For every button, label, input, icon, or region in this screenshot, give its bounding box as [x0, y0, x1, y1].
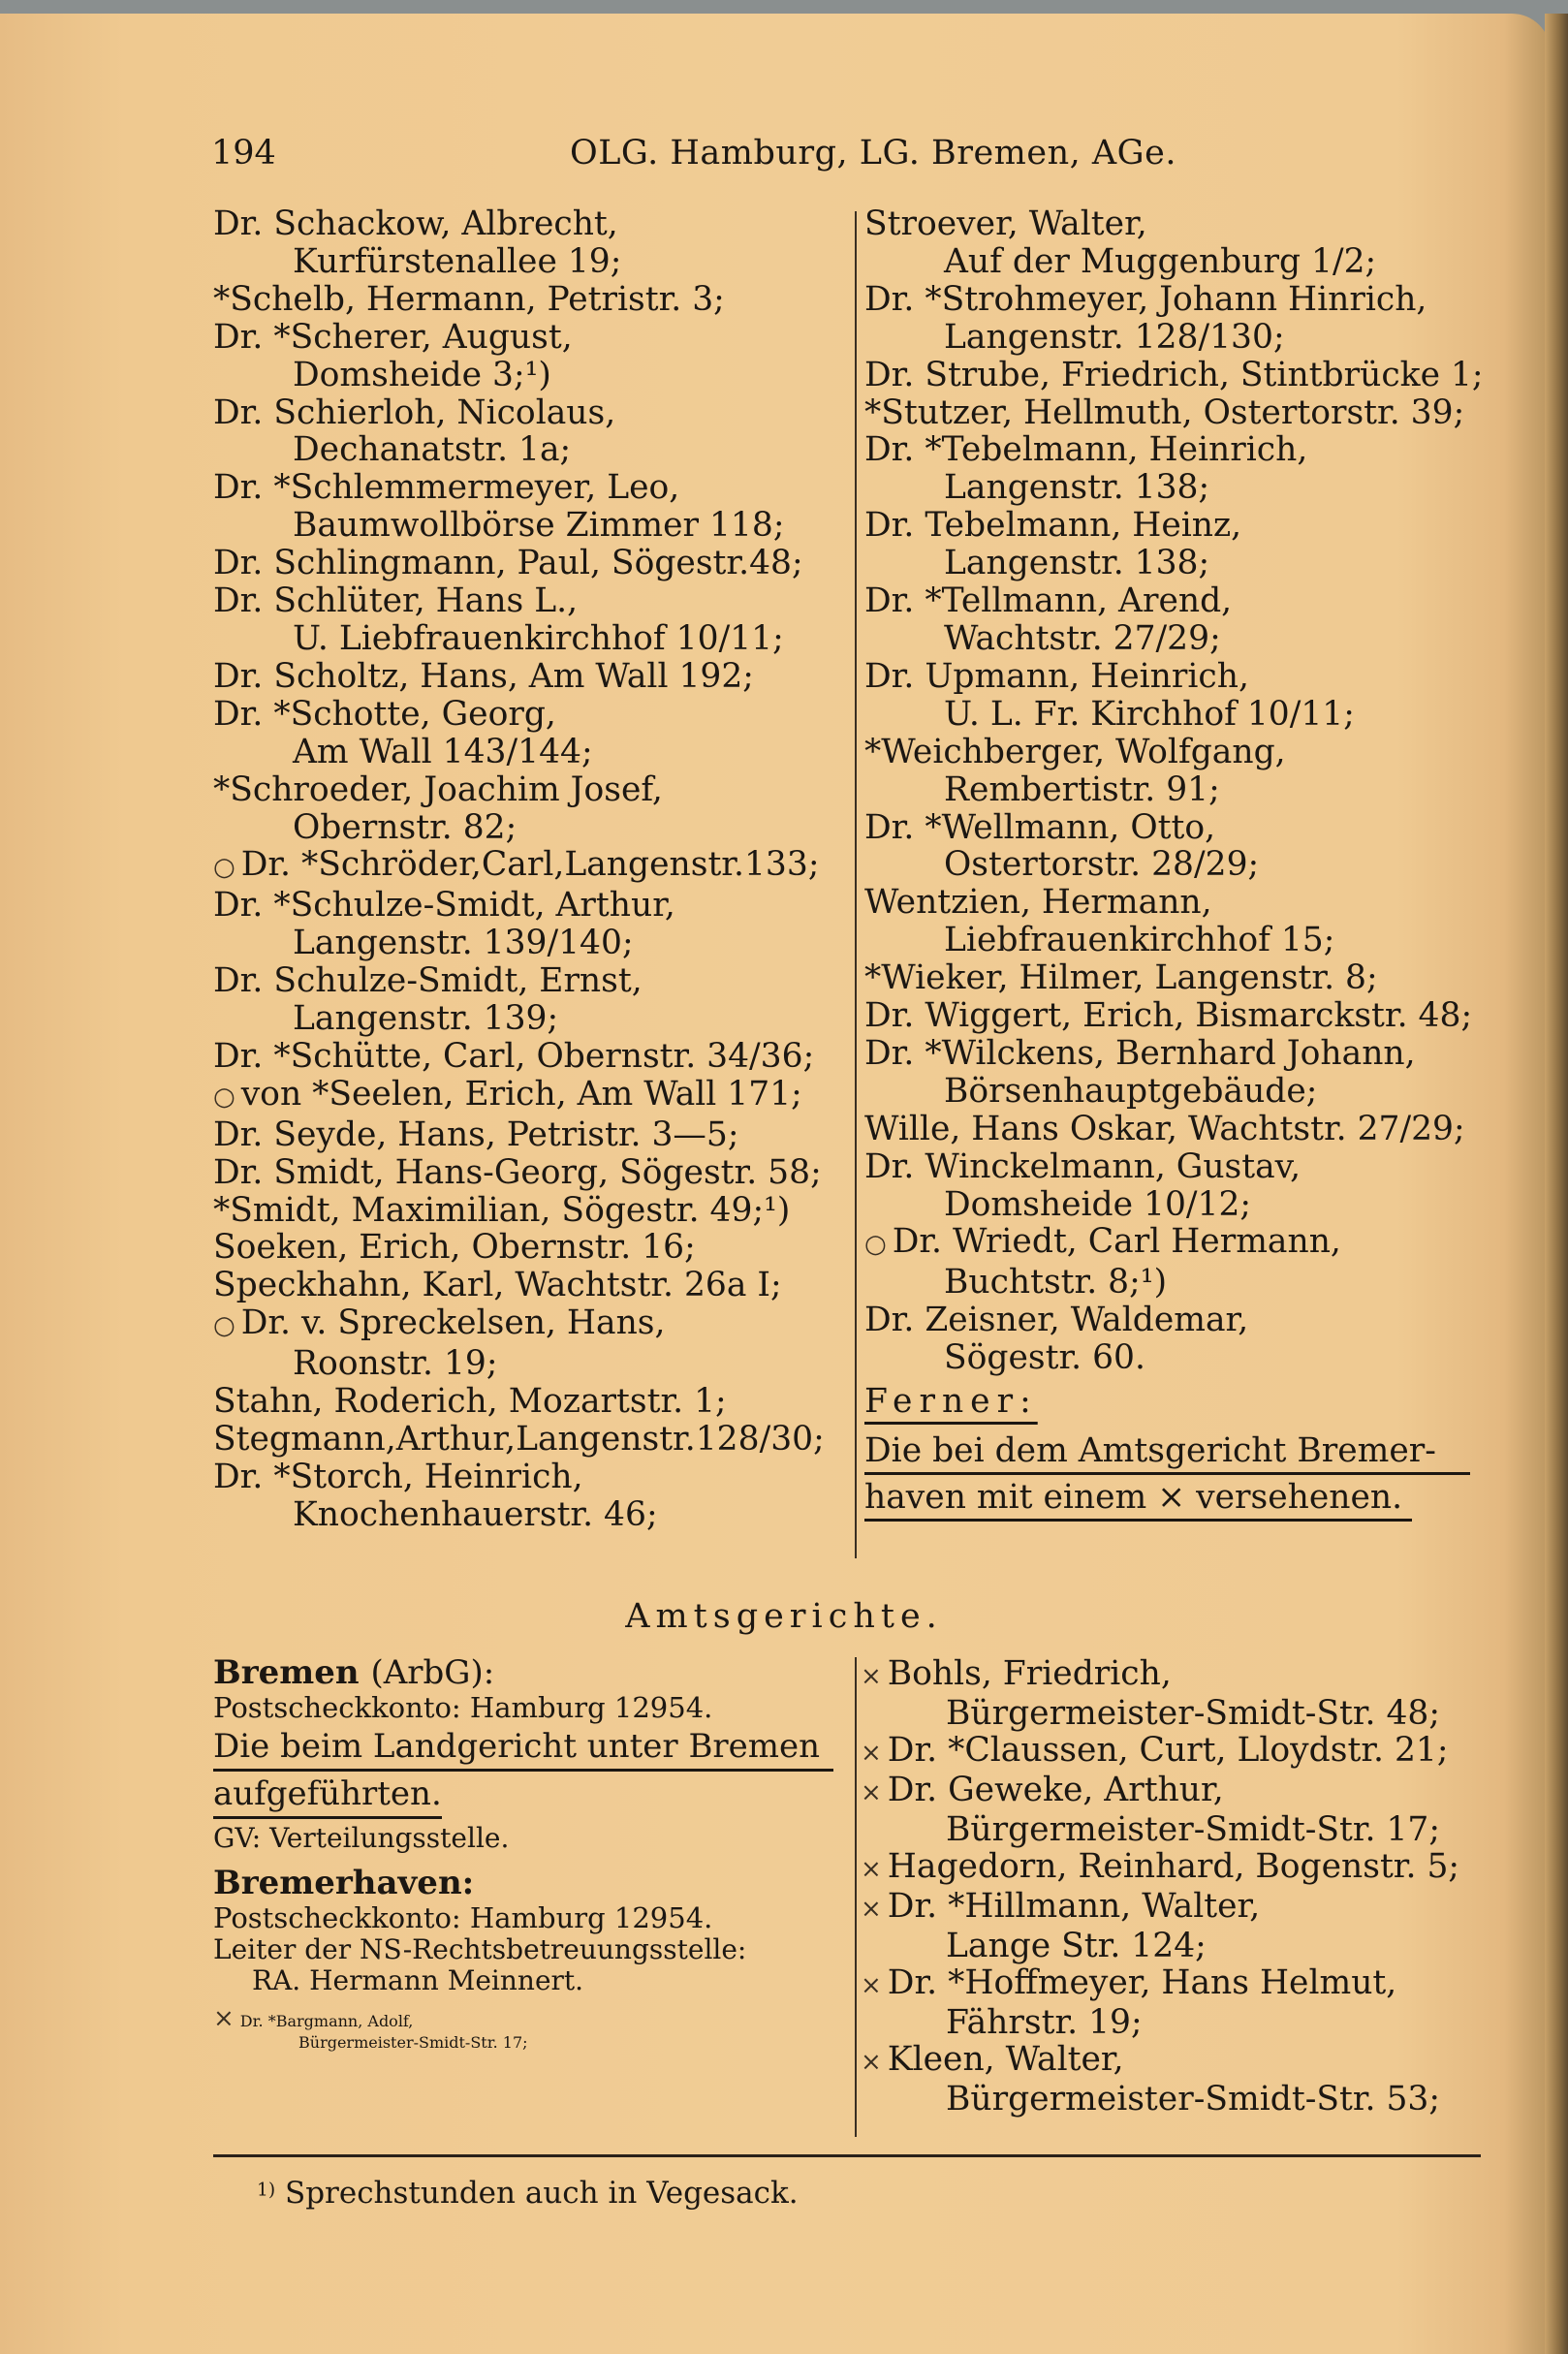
left-column — [213, 205, 853, 1534]
entry-address: U. Liebfrauenkirchhof 10/11; — [293, 618, 784, 658]
list-item — [864, 884, 1494, 959]
list-item — [213, 281, 853, 319]
entry-line: Seyde, Hans, Petristr. 3—5; — [273, 1114, 739, 1154]
entry-line: Smidt, Hans-Georg, Sögestr. 58; — [273, 1152, 822, 1192]
ferner-line-2: haven mit einem × versehenen. — [864, 1479, 1412, 1522]
cross-marker-icon: × — [861, 1971, 882, 2000]
footnote-mark: 1) — [257, 2180, 276, 2201]
entry-title: Dr. — [864, 656, 915, 696]
entry-title: Dr. — [213, 886, 264, 926]
list-item — [864, 1148, 1494, 1224]
ferner-label: Ferner: — [864, 1382, 1038, 1422]
entry-address: Liebfrauenkirchhof 15; — [944, 921, 1335, 960]
entry-title: Dr. — [887, 1731, 938, 1770]
list-item — [213, 1267, 853, 1304]
list-item — [864, 431, 1494, 507]
list-item — [864, 658, 1494, 734]
entry-line: *Tellmann, Arend, — [925, 581, 1233, 621]
entry-address: Rembertistr. 91; — [944, 769, 1220, 809]
entry-address: Ostertorstr. 28/29; — [944, 845, 1260, 885]
entry-address: Lange Str. 124; — [946, 1927, 1207, 1965]
entry-title: Dr. — [887, 1771, 938, 1809]
list-item — [861, 1888, 1500, 1964]
entry-title: Dr. — [240, 845, 292, 885]
entry-address: Roonstr. 19; — [293, 1344, 498, 1384]
page-edge — [1545, 14, 1568, 2354]
list-item — [864, 959, 1494, 997]
list-item — [213, 319, 853, 394]
list-item — [864, 205, 1494, 281]
entry-line: *Stutzer, Hellmuth, Ostertorstr. 39; — [864, 392, 1465, 432]
list-item — [213, 1459, 853, 1534]
entry-line: *Weichberger, Wolfgang, — [864, 732, 1286, 771]
bremen-note — [213, 1724, 833, 1819]
entry-address: Börsenhauptgebäude; — [944, 1071, 1318, 1111]
entry-line: Bohls, Friedrich, — [887, 1654, 1172, 1693]
postscheck-bremerhaven: Postscheckkonto: Hamburg 12954. — [213, 1901, 713, 1934]
entry-line: Kleen, Walter, — [887, 2040, 1124, 2079]
entry-title: Dr. — [213, 656, 264, 696]
entry-address: Bürgermeister-Smidt-Str. 48; — [946, 1694, 1441, 1733]
list-item — [864, 1111, 1494, 1148]
entry-line: *Scherer, August, — [273, 317, 573, 357]
entry-line: v. Spreckelsen, Hans, — [301, 1303, 666, 1343]
column-divider — [855, 211, 857, 1558]
entry-line: Stahn, Roderich, Mozartstr. 1; — [213, 1382, 727, 1422]
amtsgerichte-right — [861, 1655, 1500, 2118]
entry-title: Dr. — [864, 1033, 915, 1073]
entry-title: Dr. — [213, 961, 264, 1001]
entry-line: Hagedorn, Reinhard, Bogenstr. 5; — [887, 1847, 1460, 1886]
cross-marker-icon: × — [861, 1855, 882, 1884]
entry-line: *Tebelmann, Heinrich, — [925, 430, 1308, 470]
entry-line: Speckhahn, Karl, Wachtstr. 26a I; — [213, 1266, 782, 1305]
column-divider-lower — [855, 1657, 857, 2137]
list-item — [861, 1655, 1500, 1732]
entry-title: Dr. — [213, 392, 264, 432]
entry-title: Dr. — [887, 1963, 938, 2002]
entry-title: Dr. — [240, 1303, 292, 1343]
entry-line: Zeisner, Waldemar, — [925, 1301, 1249, 1340]
leiter-name: RA. Hermann Meinnert. — [252, 1964, 584, 1996]
entry-line: Schackow, Albrecht, — [273, 204, 618, 243]
court-name-bremen: Bremen — [213, 1653, 360, 1692]
entry-line: *Wieker, Hilmer, Langenstr. 8; — [864, 958, 1378, 998]
entry-address: Auf der Muggenburg 1/2; — [944, 241, 1377, 281]
entry-title: Dr. — [239, 2012, 264, 2030]
cross-marker-icon: × — [213, 2004, 235, 2033]
entry-line: *Schelb, Hermann, Petristr. 3; — [213, 279, 725, 319]
entry-title: Dr. — [213, 204, 264, 243]
list-item — [861, 1732, 1500, 1772]
list-item — [213, 582, 853, 658]
entry-address: Langenstr. 138; — [944, 544, 1210, 583]
entry-address: U. L. Fr. Kirchhof 10/11; — [944, 694, 1355, 734]
list-item — [213, 394, 853, 470]
circle-marker-icon: ○ — [213, 853, 235, 883]
entry-line: *Schröder,Carl,Langenstr.133; — [301, 845, 820, 885]
entry-title: Dr. — [213, 1114, 264, 1154]
list-item — [213, 205, 853, 281]
list-item — [864, 1223, 1494, 1302]
entry-line: *Schlemmermeyer, Leo, — [273, 468, 680, 508]
entry-title: Dr. — [864, 430, 915, 470]
entry-line: *Hoffmeyer, Hans Helmut, — [948, 1963, 1397, 2002]
entry-title: Dr. — [864, 506, 915, 546]
list-item — [864, 507, 1494, 582]
list-item — [213, 1383, 853, 1421]
footnote-text: Sprechstunden auch in Vegesack. — [284, 2176, 799, 2211]
entry-line: *Claussen, Curt, Lloydstr. 21; — [948, 1731, 1449, 1770]
list-item — [213, 469, 853, 545]
list-item — [213, 1076, 853, 1116]
entry-line: *Schotte, Georg, — [273, 694, 556, 734]
entry-address: Obernstr. 82; — [293, 807, 517, 847]
entry-line: Schierloh, Nicolaus, — [273, 392, 616, 432]
entry-title: Dr. — [864, 1301, 915, 1340]
entry-title: Dr. — [213, 1457, 264, 1496]
cross-marker-icon: × — [861, 1778, 882, 1807]
entry-title: Dr. — [864, 996, 915, 1036]
entry-address: Bürgermeister-Smidt-Str. 17; — [298, 2033, 528, 2052]
list-item — [213, 2004, 833, 2052]
list-item — [213, 1421, 853, 1459]
list-item — [213, 545, 853, 582]
court-suffix: (ArbG): — [370, 1653, 495, 1692]
entry-address: Knochenhauerstr. 46; — [293, 1494, 658, 1534]
page-header — [211, 134, 1490, 182]
entry-line: *Wellmann, Otto, — [925, 807, 1216, 847]
list-item — [213, 658, 853, 696]
circle-marker-icon: ○ — [213, 1082, 235, 1112]
list-item — [213, 887, 853, 962]
entry-line: Tebelmann, Heinz, — [925, 506, 1242, 546]
ferner-block — [864, 1383, 1494, 1522]
list-item — [864, 582, 1494, 658]
entry-title: Dr. — [864, 355, 915, 394]
entry-title: Dr. — [864, 279, 915, 319]
entry-address: Dechanatstr. 1a; — [293, 430, 572, 470]
postscheck-bremen: Postscheckkonto: Hamburg 12954. — [213, 1691, 713, 1724]
entry-line: Schlüter, Hans L., — [273, 581, 579, 621]
bremen-note-line-2: aufgeführten. — [213, 1772, 442, 1819]
cross-marker-icon: × — [861, 1895, 882, 1924]
entry-address: Domsheide 3;¹) — [293, 355, 551, 394]
entry-line: Strube, Friedrich, Stintbrücke 1; — [925, 355, 1484, 394]
court-name-bremerhaven: Bremerhaven: — [213, 1864, 475, 1902]
list-item — [864, 809, 1494, 885]
entry-line: Stegmann,Arthur,Langenstr.128/30; — [213, 1420, 825, 1459]
entry-line: *Smidt, Maximilian, Sögestr. 49;¹) — [213, 1190, 791, 1230]
entry-title: Dr. — [213, 581, 264, 621]
list-item — [213, 1154, 853, 1192]
list-item — [213, 1229, 853, 1267]
entry-title: Dr. — [213, 544, 264, 583]
section-title-amtsgerichte: Amtsgerichte. — [625, 1597, 943, 1636]
list-item — [861, 1964, 1500, 2041]
entry-title: Dr. — [213, 694, 264, 734]
ferner-line-1: Die bei dem Amtsgericht Bremer- — [864, 1432, 1470, 1475]
entry-line: Schulze-Smidt, Ernst, — [273, 961, 643, 1001]
bremen-note-line-1: Die beim Landgericht unter Bremen — [213, 1724, 833, 1772]
entry-address: Baumwollbörse Zimmer 118; — [293, 506, 785, 546]
list-item — [864, 281, 1494, 357]
court-bremen — [213, 1653, 833, 1854]
entry-line: Geweke, Arthur, — [948, 1771, 1224, 1809]
page-number: 194 — [211, 134, 276, 173]
entry-line: Scholtz, Hans, Am Wall 192; — [273, 656, 754, 696]
list-item — [864, 357, 1494, 394]
circle-marker-icon: ○ — [864, 1230, 887, 1260]
list-item — [861, 1772, 1500, 1848]
entry-address: Fährstr. 19; — [946, 2003, 1143, 2042]
entry-line: Stroever, Walter, — [864, 204, 1147, 243]
entry-title: Dr. — [892, 1222, 943, 1262]
entry-line: *Schroeder, Joachim Josef, — [213, 769, 663, 809]
list-item — [213, 846, 853, 887]
list-item — [213, 1038, 853, 1076]
entry-address: Langenstr. 139/140; — [293, 924, 634, 963]
entry-address: Langenstr. 139; — [293, 999, 559, 1039]
list-item — [213, 1192, 853, 1230]
list-item — [864, 997, 1494, 1035]
cross-marker-icon: × — [861, 2048, 882, 2077]
entry-line: *Storch, Heinrich, — [273, 1457, 583, 1496]
entry-line: *Wilckens, Bernhard Johann, — [925, 1033, 1416, 1073]
footnote-rule — [213, 2154, 1481, 2157]
list-item — [861, 1848, 1500, 1888]
entry-title: Dr. — [864, 1146, 915, 1186]
entry-title: Dr. — [213, 1152, 264, 1192]
entry-line: Schlingmann, Paul, Sögestr.48; — [273, 544, 803, 583]
entry-line: *Bargmann, Adolf, — [267, 2012, 414, 2030]
entry-address: Kurfürstenallee 19; — [293, 241, 622, 281]
entry-line: Upmann, Heinrich, — [925, 656, 1249, 696]
entry-title: Dr. — [213, 317, 264, 357]
entry-address: Am Wall 143/144; — [293, 732, 593, 771]
cross-marker-icon: × — [861, 1662, 882, 1691]
entry-line: von *Seelen, Erich, Am Wall 171; — [240, 1074, 802, 1114]
entry-address: Bürgermeister-Smidt-Str. 53; — [946, 2080, 1441, 2119]
entry-title: Dr. — [864, 807, 915, 847]
cross-marker-icon: × — [861, 1739, 882, 1768]
entry-address: Buchtstr. 8;¹) — [944, 1263, 1168, 1303]
entry-address: Wachtstr. 27/29; — [944, 618, 1221, 658]
entry-line: *Schulze-Smidt, Arthur, — [273, 886, 675, 926]
entry-line: Soeken, Erich, Obernstr. 16; — [213, 1228, 696, 1268]
entry-title: Dr. — [213, 1036, 264, 1076]
list-item — [213, 771, 853, 847]
list-item — [213, 1304, 853, 1383]
list-item — [213, 696, 853, 771]
circle-marker-icon: ○ — [213, 1311, 235, 1341]
entry-title: Dr. — [864, 581, 915, 621]
entry-address: Bürgermeister-Smidt-Str. 17; — [946, 1810, 1441, 1849]
list-item — [864, 734, 1494, 809]
entry-address: Domsheide 10/12; — [944, 1184, 1252, 1224]
entry-line: Wentzien, Hermann, — [864, 883, 1212, 923]
list-item — [864, 1302, 1494, 1377]
right-column — [864, 205, 1494, 1525]
amtsgerichte-left — [213, 1653, 833, 2052]
entry-line: Wiggert, Erich, Bismarckstr. 48; — [925, 996, 1473, 1036]
entry-line: *Strohmeyer, Johann Hinrich, — [925, 279, 1427, 319]
entry-line: Wille, Hans Oskar, Wachtstr. 27/29; — [864, 1109, 1465, 1148]
list-item — [213, 962, 853, 1038]
entry-title: Dr. — [887, 1887, 938, 1926]
entry-title: Dr. — [213, 468, 264, 508]
entry-line: Winckelmann, Gustav, — [925, 1146, 1301, 1186]
entry-line: *Hillmann, Walter, — [948, 1887, 1261, 1926]
list-item — [861, 2041, 1500, 2118]
entry-address: Sögestr. 60. — [944, 1338, 1145, 1378]
leiter-label: Leiter der NS-Rechtsbetreuungsstelle: — [213, 1933, 747, 1965]
entry-line: *Schütte, Carl, Obernstr. 34/36; — [273, 1036, 815, 1076]
list-item — [213, 1116, 853, 1154]
running-title: OLG. Hamburg, LG. Bremen, AGe. — [570, 134, 1176, 173]
list-item — [864, 1035, 1494, 1111]
entry-address: Langenstr. 128/130; — [944, 317, 1285, 357]
court-bremerhaven — [213, 1864, 833, 2052]
entry-line: Wriedt, Carl Hermann, — [953, 1222, 1341, 1262]
footnote — [257, 2176, 799, 2211]
gv-bremen: GV: Verteilungsstelle. — [213, 1822, 510, 1854]
entry-address: Langenstr. 138; — [944, 468, 1210, 508]
list-item — [864, 394, 1494, 432]
